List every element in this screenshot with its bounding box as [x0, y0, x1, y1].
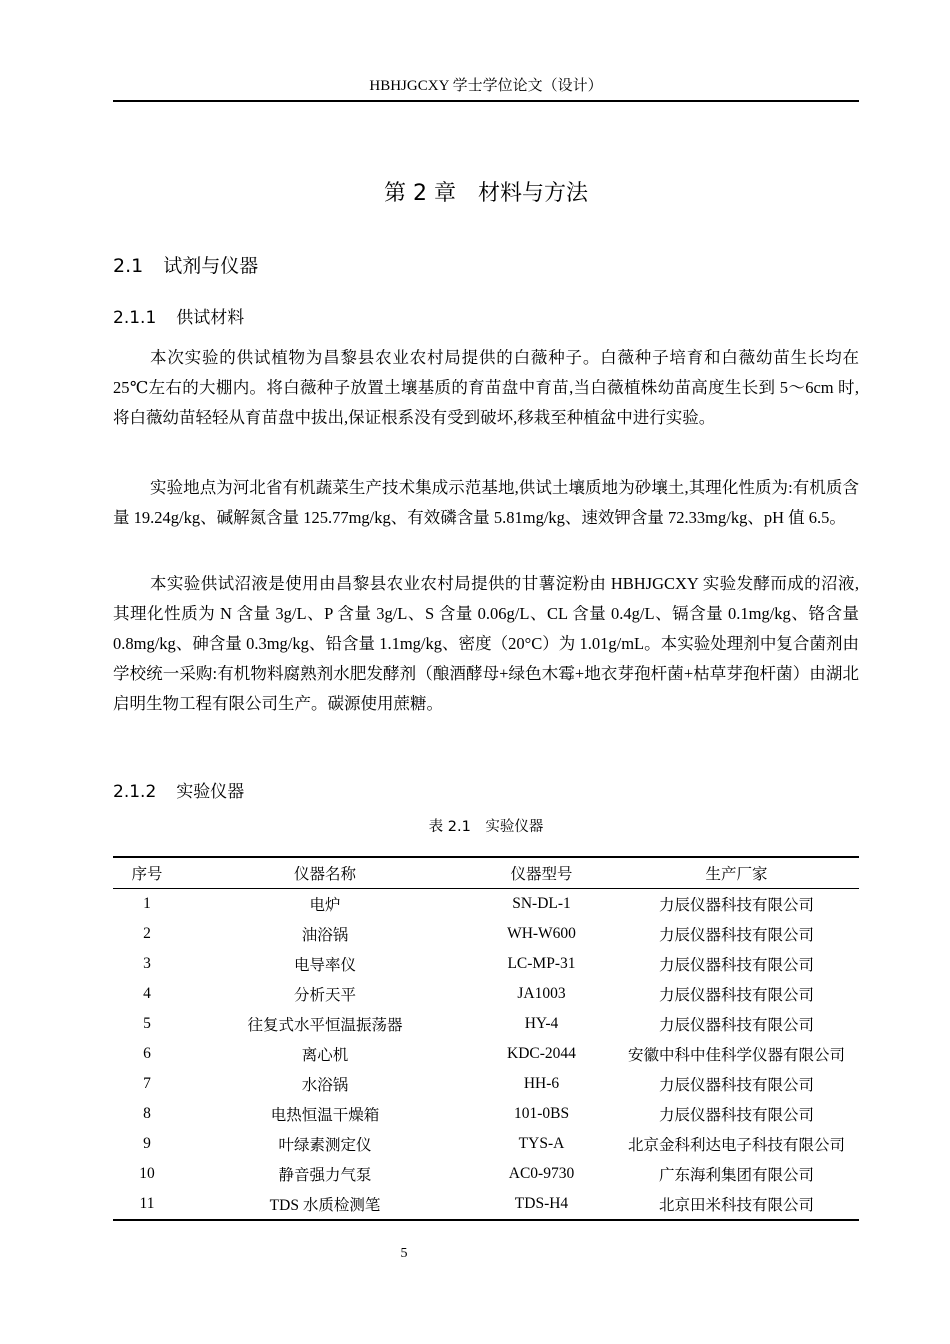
subsection-number: 2.1.1 [113, 308, 157, 328]
table-row [113, 1189, 859, 1220]
cell-manufacturer: 安徽中科中佳科学仪器有限公司 [627, 1047, 845, 1064]
cell-model: TYS-A [518, 1135, 565, 1152]
cell-index: 9 [143, 1135, 151, 1152]
paragraph-soil: 实验地点为河北省有机蔬菜生产技术集成示范基地,供试土壤质地为砂壤土,其理化性质为:有机质含量 19.24g/kg、碱解氮含量 125.77mg/kg、有效磷含量 5.81mg/kg、速效钾含量 72.33mg/kg、pH 值 6.5。 [113, 478, 859, 527]
header-rule [113, 100, 859, 102]
subsection-title: 实验仪器 [176, 782, 245, 802]
cell-model: 101-0BS [513, 1105, 570, 1122]
table-row [113, 919, 859, 949]
paragraph-biogas-slurry: 本实验供试沼液是使用由昌黎县农业农村局提供的甘薯淀粉由 HBHJGCXY 实验发酵而成的沼液,其理化性质为 N 含量 3g/L、P 含量 3g/L、S 含量 0.06g/L、CL 含量 0.4g/L、镉含量 0.1mg/kg、铬含量 0.8mg/kg、砷含量 0.3mg/kg、铅含量 1.1mg/kg、密度（20°C）为 1.01g/mL。本实验处理剂中复合菌剂由学校统一采购:有机物料腐熟剂水肥发酵剂（酿酒酵母+绿色木霉+地衣芽孢杆菌+枯草芽孢杆菌）由湖北启明生物工程有限公司生产。碳源使用蔗糖。 [113, 574, 859, 713]
cell-model: TDS-H4 [514, 1195, 569, 1212]
cell-manufacturer: 力辰仪器科技有限公司 [658, 957, 814, 974]
cell-model: LC-MP-31 [507, 955, 576, 972]
cell-index: 10 [139, 1165, 155, 1182]
subsection-number: 2.1.2 [113, 782, 157, 802]
cell-name: 叶绿素测定仪 [278, 1137, 372, 1154]
page-number: 5 [400, 1246, 408, 1261]
subsection-heading-1 [113, 306, 244, 330]
cell-index: 7 [143, 1075, 151, 1092]
table-row [113, 979, 859, 1009]
table-row [113, 1039, 859, 1069]
cell-manufacturer: 力辰仪器科技有限公司 [658, 897, 814, 914]
cell-model: KDC-2044 [507, 1045, 576, 1062]
cell-manufacturer: 力辰仪器科技有限公司 [658, 987, 814, 1004]
section-number: 2.1 [113, 255, 144, 277]
table-header-row [113, 857, 859, 889]
section-title: 试剂与仪器 [163, 255, 259, 277]
table-row [113, 1099, 859, 1129]
header-name: 仪器名称 [293, 866, 356, 883]
cell-model: SN-DL-1 [512, 895, 571, 912]
cell-manufacturer: 北京金科利达电子科技有限公司 [627, 1137, 845, 1154]
cell-index: 6 [143, 1045, 151, 1062]
table-caption: 表 2.1 实验仪器 [428, 819, 544, 835]
header-model: 仪器型号 [510, 866, 573, 883]
cell-index: 1 [143, 895, 151, 912]
table-row [113, 949, 859, 979]
table-row [113, 1069, 859, 1099]
cell-manufacturer: 北京田米科技有限公司 [658, 1197, 814, 1214]
cell-index: 8 [143, 1105, 151, 1122]
cell-name: 电导率仪 [293, 957, 356, 974]
cell-name: TDS 水质检测笔 [269, 1197, 381, 1214]
table-row [113, 1009, 859, 1039]
cell-name: 往复式水平恒温振荡器 [247, 1017, 403, 1034]
cell-name: 电炉 [309, 897, 341, 914]
cell-index: 11 [139, 1195, 155, 1212]
cell-model: JA1003 [517, 985, 566, 1002]
cell-model: HH-6 [523, 1075, 560, 1092]
cell-manufacturer: 力辰仪器科技有限公司 [658, 1017, 814, 1034]
cell-name: 电热恒温干燥箱 [270, 1107, 380, 1124]
table-row [113, 1129, 859, 1159]
table-body [113, 889, 859, 1221]
cell-model: WH-W600 [507, 925, 576, 942]
cell-name: 水浴锅 [301, 1077, 349, 1094]
cell-index: 3 [143, 955, 151, 972]
cell-name: 静音强力气泵 [278, 1167, 372, 1184]
header-manufacturer: 生产厂家 [705, 866, 768, 883]
table-row [113, 889, 859, 920]
cell-index: 5 [143, 1015, 151, 1032]
cell-manufacturer: 力辰仪器科技有限公司 [658, 1077, 814, 1094]
cell-manufacturer: 力辰仪器科技有限公司 [658, 1107, 814, 1124]
cell-model: AC0-9730 [508, 1165, 575, 1182]
paragraph-plant-material: 本次实验的供试植物为昌黎县农业农村局提供的白薇种子。白薇种子培育和白薇幼苗生长均在 25℃左右的大棚内。将白薇种子放置土壤基质的育苗盘中育苗,当白薇植株幼苗高度生长到 5～6cm 时,将白薇幼苗轻轻从育苗盘中拔出,保证根系没有受到破坏,移栽至种植盆中进行实验。 [113, 348, 859, 427]
header-index: 序号 [131, 866, 163, 883]
running-header: HBHJGCXY 学士学位论文（设计） [369, 78, 603, 94]
instrument-table [113, 856, 859, 1221]
subsection-heading-2 [113, 780, 244, 804]
chapter-title: 第 2 章 材料与方法 [384, 181, 588, 206]
cell-manufacturer: 力辰仪器科技有限公司 [658, 927, 814, 944]
table-row [113, 1159, 859, 1189]
cell-index: 2 [143, 925, 151, 942]
cell-manufacturer: 广东海利集团有限公司 [658, 1167, 814, 1184]
subsection-title: 供试材料 [176, 308, 245, 328]
cell-name: 分析天平 [293, 987, 356, 1004]
cell-name: 离心机 [301, 1047, 349, 1064]
cell-model: HY-4 [524, 1015, 559, 1032]
section-heading [113, 253, 258, 279]
cell-index: 4 [143, 985, 151, 1002]
cell-name: 油浴锅 [301, 927, 349, 944]
